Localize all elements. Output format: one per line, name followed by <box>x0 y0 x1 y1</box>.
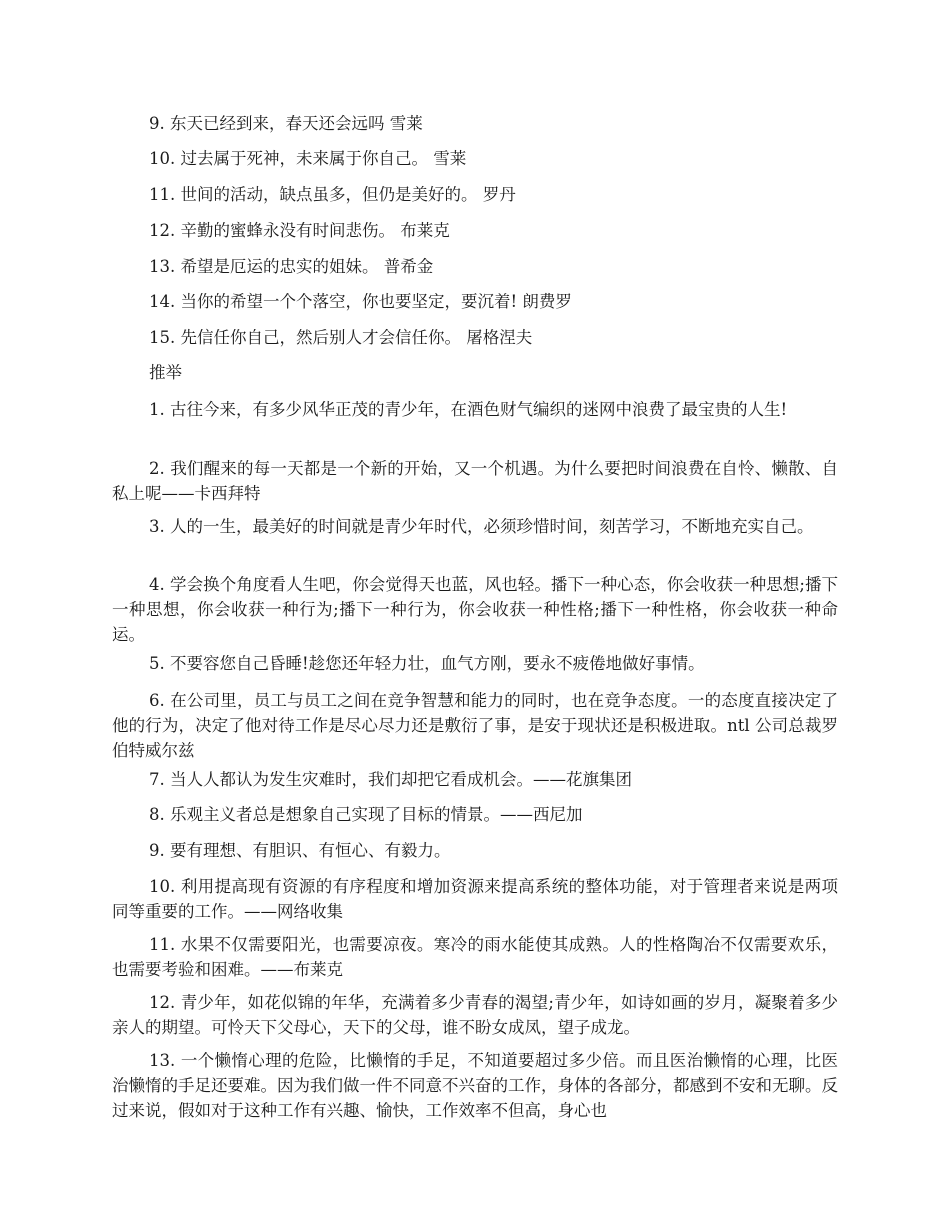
recommend-paragraph-11: 11. 水果不仅需要阳光，也需要凉夜。寒冷的雨水能使其成熟。人的性格陶冶不仅需要欢乐，也需要考验和困难。——布莱克 <box>112 935 838 979</box>
recommend-paragraph-6: 6. 在公司里，员工与员工之间在竞争智慧和能力的同时，也在竞争态度。一的态度直接决定了他的行为，决定了他对待工作是尽心尽力还是敷衍了事，是安于现状还是积极进取。ntl 公司总裁罗伯特威尔兹 <box>112 691 838 760</box>
quote-line-14: 14. 当你的希望一个个落空，你也要坚定，要沉着! 朗费罗 <box>149 292 572 311</box>
recommend-paragraph-13: 13. 一个懒惰心理的危险，比懒惰的手足，不知道要超过多少倍。而且医治懒惰的心理，比医治懒惰的手足还要难。因为我们做一件不同意不兴奋的工作，身体的各部分，都感到不安和无聊。反过来说，假如对于这种工作有兴趣、愉快，工作效率不但高，身心也 <box>112 1051 838 1120</box>
quote-line-10: 10. 过去属于死神，未来属于你自己。 雪莱 <box>149 149 467 168</box>
recommend-paragraph-4: 4. 学会换个角度看人生吧，你会觉得天也蓝，风也轻。播下一种心态，你会收获一种思想;播下一种思想，你会收获一种行为;播下一种行为，你会收获一种性格;播下一种性格，你会收获一种命运。 <box>112 575 838 644</box>
quote-line-13: 13. 希望是厄运的忠实的姐妹。 普希金 <box>149 257 434 276</box>
recommend-paragraph-3: 3. 人的一生，最美好的时间就是青少年时代，必须珍惜时间，刻苦学习，不断地充实自己。 <box>149 517 814 536</box>
quote-line-11: 11. 世间的活动，缺点虽多，但仍是美好的。 罗丹 <box>149 185 516 204</box>
quote-line-9: 9. 东天已经到来，春天还会远吗 雪莱 <box>149 114 423 133</box>
section-heading: 推举 <box>149 363 182 382</box>
recommend-paragraph-7: 7. 当人人都认为发生灾难时，我们却把它看成机会。——花旗集团 <box>149 770 632 789</box>
quote-line-15: 15. 先信任你自己，然后别人才会信任你。 屠格涅夫 <box>149 328 533 347</box>
recommend-paragraph-10: 10. 利用提高现有资源的有序程度和增加资源来提高系统的整体功能，对于管理者来说是两项同等重要的工作。——网络收集 <box>112 877 838 921</box>
recommend-paragraph-2: 2. 我们醒来的每一天都是一个新的开始，又一个机遇。为什么要把时间浪费在自怜、懒散、自私上呢——卡西拜特 <box>112 459 838 503</box>
recommend-paragraph-1: 1. 古往今来，有多少风华正茂的青少年，在酒色财气编织的迷网中浪费了最宝贵的人生! <box>149 400 788 419</box>
recommend-paragraph-12: 12. 青少年，如花似锦的年华，充满着多少青春的渴望;青少年，如诗如画的岁月，凝聚着多少亲人的期望。可怜天下父母心，天下的父母，谁不盼女成凤，望子成龙。 <box>112 993 838 1037</box>
recommend-paragraph-8: 8. 乐观主义者总是想象自己实现了目标的情景。——西尼加 <box>149 805 583 824</box>
recommend-paragraph-9: 9. 要有理想、有胆识、有恒心、有毅力。 <box>149 841 451 860</box>
recommend-paragraph-5: 5. 不要容您自己昏睡!趁您还年轻力壮，血气方刚，要永不疲倦地做好事情。 <box>149 654 705 673</box>
quote-line-12: 12. 辛勤的蜜蜂永没有时间悲伤。 布莱克 <box>149 221 450 240</box>
